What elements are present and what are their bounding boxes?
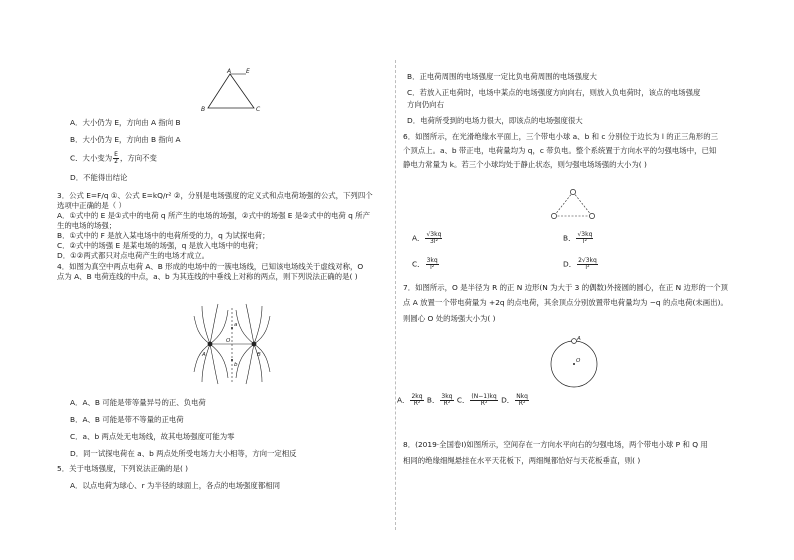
option-fraction bbox=[576, 232, 593, 245]
frac-num: √3kq bbox=[577, 231, 593, 238]
q5-option-c1: C．若放入正电荷时，电场中某点的电场强度方向向右，则放入负电荷时，该点的电场强度 bbox=[407, 88, 701, 97]
point-a-label: A bbox=[577, 336, 581, 342]
fraction-e-over-2 bbox=[113, 152, 119, 165]
q7-stem-line3: 则圆心 O 处的场强大小为( ) bbox=[403, 314, 496, 323]
q6-stem-line3: 静电力常量为 k。若三个小球均处于静止状态，则匀强电场场强的大小为( ) bbox=[403, 160, 647, 169]
point-a-label: a bbox=[234, 322, 238, 328]
frac-num: 3kq bbox=[426, 257, 438, 264]
option-fraction bbox=[410, 394, 423, 407]
option-fraction bbox=[440, 394, 453, 407]
q2-option-c-post: ，方向不变 bbox=[119, 153, 157, 163]
option-label: D． bbox=[563, 259, 577, 269]
frac-den: l² bbox=[582, 238, 587, 245]
q5-option-b: B．正电荷周围的电场强度一定比负电荷周围的电场强度大 bbox=[407, 72, 597, 81]
q4-option-b: B．A、B 可能是带不等量的正电荷 bbox=[70, 415, 184, 424]
option-fraction bbox=[515, 394, 529, 407]
q6-option-a bbox=[412, 232, 443, 245]
option-label: A． bbox=[412, 233, 425, 243]
q6-option-d bbox=[563, 258, 599, 271]
q7-stem-line1: 7．如图所示，O 是半径为 R 的正 N 边形(N 为大于 3 的偶数)外接圆的圆心，在正 N 边形的一个顶 bbox=[403, 283, 728, 292]
q3-stem-line1: 3．公式 E=F/q ①、公式 E=kQ/r² ②，分别是电场强度的定义式和点电荷场强的公式，下列四个 bbox=[57, 191, 373, 200]
q2-option-b: B．大小仍为 E，方向由 B 指向 A bbox=[70, 135, 181, 144]
option-fraction bbox=[577, 258, 598, 271]
point-a-label: A bbox=[227, 68, 232, 75]
q3-option-b: B．①式中的 F 是放入某电场中的电荷所受的力，q 为试探电荷； bbox=[57, 231, 270, 240]
q6-option-b bbox=[563, 232, 594, 245]
q8-stem-line2: 相同的绝缘细绳悬挂在水平天花板下，两细绳都恰好与天花板垂直，则( ) bbox=[403, 456, 641, 465]
q6-option-c bbox=[412, 258, 440, 271]
option-fraction bbox=[470, 394, 497, 407]
option-label: C． bbox=[456, 395, 470, 405]
q2-option-a: A．大小仍为 E，方向由 A 指向 B bbox=[70, 118, 181, 127]
q2-option-c bbox=[70, 152, 157, 165]
q5-stem: 5．关于电场强度，下列说法正确的是( ) bbox=[57, 464, 189, 473]
field-lines-figure bbox=[196, 304, 268, 386]
q4-option-a: A．A、B 可能是带等量异号的正、负电荷 bbox=[70, 398, 206, 407]
frac-den: R² bbox=[518, 400, 526, 407]
option-label: B． bbox=[563, 233, 576, 243]
frac-den: 2 bbox=[114, 158, 118, 165]
option-fraction bbox=[426, 258, 439, 271]
q7-options bbox=[397, 394, 530, 407]
q8-stem-line1: 8．(2019·全国卷Ⅰ)如图所示，空间存在一方向水平向右的匀强电场，两个带电小球 P 和 Q 用 bbox=[403, 440, 708, 449]
q3-stem-line2: 选项中正确的是（ ） bbox=[57, 201, 126, 210]
q4-stem-line1: 4．如图为真空中两点电荷 A、B 形成的电场中的一簇电场线，已知该电场线关于虚线对称，O bbox=[57, 262, 364, 271]
q6-stem-line2: 个顶点上。a、b 带正电，电荷量均为 q，c 带负电。整个系统置于方向水平的匀强电场中，已知 bbox=[403, 146, 717, 155]
point-o-label: O bbox=[226, 338, 231, 344]
frac-den: l² bbox=[585, 264, 590, 271]
option-fraction bbox=[425, 232, 442, 245]
q4-option-c: C．a、b 两点处无电场线，故其电场强度可能为零 bbox=[70, 432, 235, 441]
q5-option-c2: 方向仍向右 bbox=[407, 100, 444, 109]
triangle-figure bbox=[200, 68, 270, 116]
q3-option-a2: 生的电场的场强； bbox=[57, 221, 117, 230]
q5-option-d: D．电荷所受到的电场力很大，即该点的电场强度很大 bbox=[407, 116, 583, 125]
q3-option-a1: A．①式中的 E 是①式中的电荷 q 所产生的电场的场强，②式中的场强 E 是②式中的电荷 q 所产 bbox=[57, 211, 370, 220]
q7-stem-line2: 点 A 放置一个带电荷量为 +2q 的点电荷，其余顶点分别放置带电荷量均为 −q 的点电荷(未画出)。 bbox=[403, 298, 728, 307]
frac-den: R² bbox=[443, 400, 451, 407]
option-label: C． bbox=[412, 259, 425, 269]
frac-den: R² bbox=[413, 400, 421, 407]
column-divider bbox=[395, 60, 396, 530]
frac-den: R² bbox=[480, 400, 488, 407]
q3-option-d: D．①②两式都只对点电荷产生的电场才成立。 bbox=[57, 251, 209, 260]
q3-option-c: C．②式中的场强 E 是某电场的场强，q 是放入电场中的电荷； bbox=[57, 241, 263, 250]
charge-a-label: A bbox=[202, 352, 206, 358]
circle-figure bbox=[544, 334, 604, 390]
frac-num: (N−1)kq bbox=[471, 393, 497, 400]
frac-num: E bbox=[114, 151, 118, 158]
three-charges-figure bbox=[548, 186, 598, 222]
frac-num: Nkq bbox=[516, 393, 528, 400]
point-e-label: E bbox=[246, 68, 250, 75]
charge-b-label: B bbox=[257, 352, 261, 358]
q4-option-d: D．同一试探电荷在 a、b 两点处所受电场力大小相等，方向一定相反 bbox=[70, 449, 297, 458]
frac-den: l² bbox=[430, 264, 435, 271]
frac-num: √3kq bbox=[426, 231, 442, 238]
option-label: D． bbox=[501, 395, 515, 405]
q4-stem-line2: 点为 A、B 电荷连线的中点，a、b 为其连线的中垂线上对称的两点，则下列说法正确的是( ) bbox=[57, 272, 358, 281]
frac-num: 2√3kq bbox=[578, 257, 597, 264]
q5-option-a: A．以点电荷为球心、r 为半径的球面上，各点的电场强度都相同 bbox=[70, 481, 280, 490]
option-label: B． bbox=[426, 395, 440, 405]
point-b-label: B bbox=[201, 106, 206, 113]
frac-num: 3kq bbox=[441, 393, 453, 400]
q2-option-c-pre: C．大小变为 bbox=[70, 153, 113, 163]
point-b-label: b bbox=[234, 362, 238, 368]
frac-num: 2kq bbox=[411, 393, 423, 400]
frac-den: 3l² bbox=[429, 238, 438, 245]
q6-stem-line1: 6．如图所示，在光滑绝缘水平面上，三个带电小球 a、b 和 c 分别位于边长为 l 的正三角形的三 bbox=[403, 132, 718, 141]
q2-option-d: D．不能得出结论 bbox=[70, 173, 128, 182]
option-label: A． bbox=[397, 395, 410, 405]
point-o-label: O bbox=[576, 358, 581, 364]
point-c-label: C bbox=[256, 106, 261, 113]
